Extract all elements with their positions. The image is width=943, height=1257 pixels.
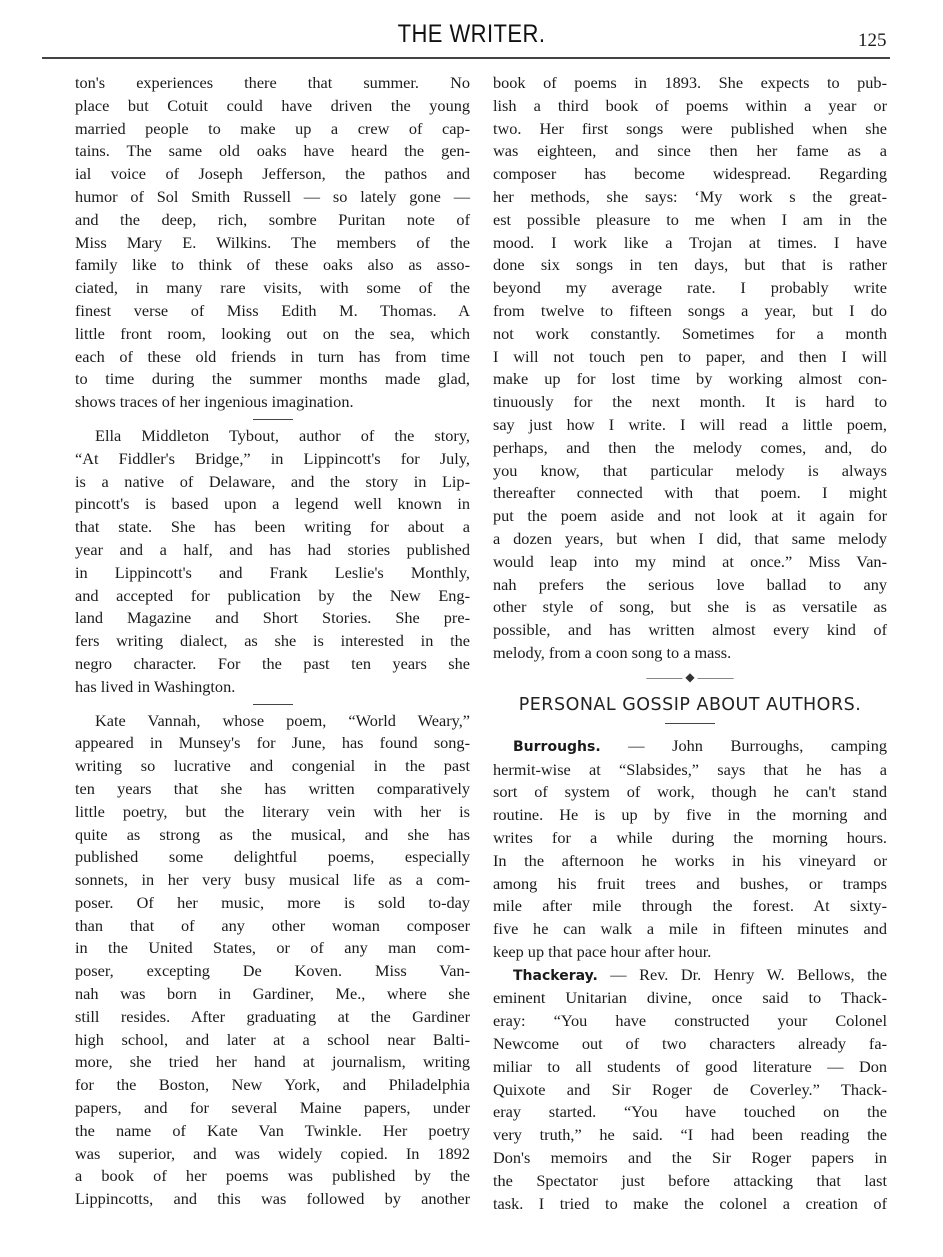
text-line: negro character. For the past ten years she <box>75 653 470 673</box>
text-line: possible, and has written almost every kind of <box>493 620 887 640</box>
text-line: task. I tried to make the colonel a creation of <box>493 1193 887 1213</box>
text-line: lish a third book of poems within a year or <box>493 95 887 115</box>
gossip-items <box>493 735 887 1216</box>
text-line: was eighteen, and since then her fame as a <box>493 141 887 161</box>
section-heading: PERSONAL GOSSIP ABOUT AUTHORS. <box>518 694 862 715</box>
left-column <box>75 72 470 1211</box>
text-line: place but Cotuit could have driven the young <box>75 95 470 115</box>
text-line: routine. He is up by five in the morning and <box>493 805 887 825</box>
text-line: writing so lucrative and congenial in the past <box>75 756 470 776</box>
text-line: to time during the summer months made glad, <box>75 369 470 389</box>
text-line: high school, and later at a school near Balti- <box>75 1029 470 1049</box>
text-line: tains. The same old oaks have heard the gen- <box>75 141 470 161</box>
text-line: very truth,” he said. “I had been reading the <box>493 1125 887 1145</box>
text-line <box>493 964 887 988</box>
text-line: “At Fiddler's Bridge,” in Lippincott's for July, <box>75 448 470 468</box>
text-line: two. Her first songs were published when she <box>493 118 887 138</box>
text-line: I will not touch pen to paper, and then I will <box>493 346 887 366</box>
text-line: Don's memoirs and the Sir Roger papers in <box>493 1148 887 1168</box>
text-line: in Lippincott's and Frank Leslie's Monthly, <box>75 562 470 582</box>
paragraph-divider <box>75 699 470 710</box>
paragraph-divider <box>75 414 470 425</box>
text-line: sonnets, in her very busy musical life as a com- <box>75 870 470 890</box>
text-line: a dozen years, but when I did, that same melody <box>493 528 887 548</box>
text-line: hermit-wise at “Slabsides,” says that he has a <box>493 759 887 779</box>
text-line: a book of her poems was published by the <box>75 1166 470 1186</box>
text-line: composer has become widespread. Regarding <box>493 164 887 184</box>
text-line: was superior, and was widely copied. In 1892 <box>75 1143 470 1163</box>
text-line: Lippincotts, and this was followed by another <box>75 1189 470 1209</box>
text-line: done six songs in ten days, but that is rather <box>493 255 887 275</box>
text-line: put the poem aside and not look at it again for <box>493 506 887 526</box>
text-line: other style of song, but she is as versatile as <box>493 597 887 617</box>
kate-vannah-continuation <box>493 72 887 665</box>
journal-title: THE WRITER. <box>397 20 546 48</box>
text-line: land Magazine and Short Stories. She pre- <box>75 608 470 628</box>
text-line: say just how I write. I will read a little poem, <box>493 414 887 434</box>
text-line: eray started. “You have touched on the <box>493 1102 887 1122</box>
text-line: melody, from a coon song to a mass. <box>493 642 732 662</box>
text-line: her methods, she says: ‘My work s the great- <box>493 186 887 206</box>
text-line: married people to make up a crew of cap- <box>75 118 470 138</box>
text-line: beyond my average rate. I probably write <box>493 278 887 298</box>
text-line: Miss Mary E. Wilkins. The members of the <box>75 232 470 252</box>
text-line: among his fruit trees and bushes, or tramps <box>493 873 887 893</box>
text-line: make up for lost time by working almost con- <box>493 369 887 389</box>
text-line: Kate Vannah, whose poem, “World Weary,” <box>95 710 470 730</box>
text-line: family like to think of these oaks also as asso- <box>75 255 470 275</box>
text-line: little poetry, but the literary vein with her is <box>75 801 470 821</box>
text-line: from twelve to fifteen songs a year, but I do <box>493 300 887 320</box>
paragraph <box>75 425 470 699</box>
text-line: appeared in Munsey's for June, has found song- <box>75 733 470 753</box>
text-line: ten years that she has written comparatively <box>75 778 470 798</box>
text-line: book of poems in 1893. She expects to pub- <box>493 73 887 92</box>
text-line: is a native of Delaware, and the story in Lip- <box>75 471 470 491</box>
text-line: writes for a while during the morning hours. <box>493 827 887 847</box>
text-line: the name of Kate Van Twinkle. Her poetry <box>75 1120 470 1140</box>
text-line: ial voice of Joseph Jefferson, the pathos and <box>75 164 470 184</box>
text-line: mile after mile through the forest. At sixty- <box>493 896 887 916</box>
text-line: est possible pleasure to me when I am in the <box>493 209 887 229</box>
text-line: that state. She has been writing for about a <box>75 517 470 537</box>
lead-name: Burroughs. <box>513 738 601 755</box>
text-line: in the United States, or of any man com- <box>75 938 470 958</box>
text-line: sort of system of work, though he can't stand <box>493 782 887 802</box>
text-line: tinuously for the next month. It is hard to <box>493 392 887 412</box>
text-line: and accepted for publication by the New Eng- <box>75 585 470 605</box>
lead-name: Thackeray. <box>513 967 598 984</box>
text-line: miliar to all students of good literature — Don <box>493 1056 887 1076</box>
text-line: than that of any other woman composer <box>75 915 470 935</box>
text-line: not work constantly. Sometimes for a month <box>493 323 887 343</box>
heading-rule <box>493 719 887 735</box>
text-line: In the afternoon he works in his vineyard or <box>493 850 887 870</box>
text-line: humor of Sol Smith Russell — so lately gone — <box>75 186 470 206</box>
text-line <box>493 735 887 759</box>
page-number: 125 <box>858 30 887 51</box>
text-line: eray: “You have constructed your Colonel <box>493 1011 887 1031</box>
text-line: finest verse of Miss Edith M. Thomas. A <box>75 300 470 320</box>
text-line: year and a half, and has had stories published <box>75 539 470 559</box>
text-line: Newcome out of two characters already fa- <box>493 1034 887 1054</box>
text-line: and the deep, rich, sombre Puritan note of <box>75 209 470 229</box>
section-ornament: ——— ◆ ——— <box>646 669 734 684</box>
gossip-item <box>493 735 887 964</box>
text-line: Quixote and Sir Roger de Coverley.” Thack- <box>493 1079 887 1099</box>
text-line: ciated, in many rare visits, with some of the <box>75 278 470 298</box>
text-line: little front room, looking out on the sea, which <box>75 323 470 343</box>
text-line: nah was born in Gardiner, Me., where she <box>75 984 470 1004</box>
paragraph <box>75 710 470 1212</box>
text-line: you know, that particular melody is always <box>493 460 887 480</box>
text-line: poser, excepting De Koven. Miss Van- <box>75 961 470 981</box>
text-line: for the Boston, New York, and Philadelphia <box>75 1075 470 1095</box>
lead-text: — John Burroughs, camping <box>600 735 887 755</box>
text-line: keep up that pace hour after hour. <box>493 941 712 961</box>
gossip-item <box>493 964 887 1216</box>
text-line: published some delightful poems, especially <box>75 847 470 867</box>
right-column <box>493 72 887 1215</box>
lead-text: — Rev. Dr. Henry W. Bellows, the <box>597 964 887 984</box>
text-line: fers writing dialect, as she is interested in the <box>75 631 470 651</box>
text-line: still resides. After graduating at the Gardiner <box>75 1006 470 1026</box>
text-line: mood. I work like a Trojan at times. I have <box>493 232 887 252</box>
paragraph <box>493 72 887 665</box>
text-line: each of these old friends in turn has from time <box>75 346 470 366</box>
text-line: eminent Unitarian divine, once said to Thack- <box>493 988 887 1008</box>
text-line: has lived in Washington. <box>75 676 236 696</box>
text-line: quite as strong as the musical, and she has <box>75 824 470 844</box>
paragraph <box>75 72 470 414</box>
text-line: ton's experiences there that summer. No <box>75 73 470 92</box>
text-line: the Spectator just before attacking that last <box>493 1170 887 1190</box>
text-line: perhaps, and then the melody comes, and, do <box>493 437 887 457</box>
text-line: nah prefers the serious love ballad to any <box>493 574 887 594</box>
text-line: papers, and for several Maine papers, under <box>75 1098 470 1118</box>
text-line: five he can walk a mile in fifteen minutes and <box>493 919 887 939</box>
text-line: thereafter connected with that poem. I might <box>493 483 887 503</box>
text-line: shows traces of her ingenious imagination. <box>75 392 354 412</box>
text-line: pincott's is based upon a legend well known in <box>75 494 470 514</box>
text-line: Ella Middleton Tybout, author of the story, <box>95 425 470 445</box>
header-rule <box>42 57 890 59</box>
text-line: more, she tried her hand at journalism, writing <box>75 1052 470 1072</box>
text-line: poser. Of her music, more is sold to-day <box>75 892 470 912</box>
text-line: would leap into my mind at once.” Miss Van- <box>493 551 887 571</box>
